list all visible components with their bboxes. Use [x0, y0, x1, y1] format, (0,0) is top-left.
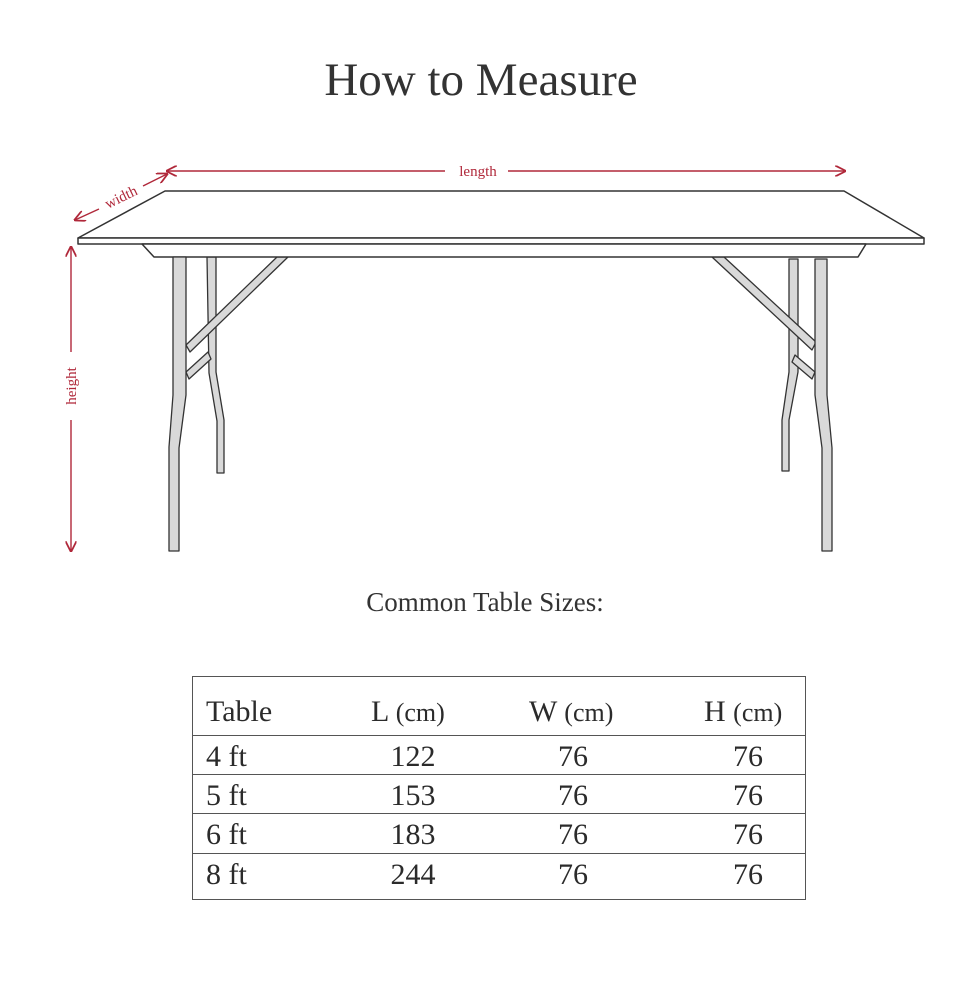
table-cell: 244	[390, 858, 436, 891]
table-cell: 76	[558, 740, 588, 773]
table-top	[78, 191, 924, 257]
table-cell: 183	[390, 818, 436, 851]
sizes-heading: Common Table Sizes:	[366, 587, 604, 617]
table-cell: 76	[733, 779, 763, 812]
table-cell: 122	[390, 740, 436, 773]
table-header-row	[193, 689, 805, 735]
header-cell	[206, 689, 272, 735]
height-label: height	[64, 367, 80, 405]
table-row	[193, 774, 805, 816]
table-cell: 76	[558, 818, 588, 851]
length-label: length	[459, 164, 497, 180]
front-left-leg	[169, 257, 186, 551]
table-cell: 76	[733, 858, 763, 891]
left-lower-brace	[186, 352, 211, 379]
page-title: How to Measure	[324, 54, 638, 106]
right-diagonal-brace	[712, 257, 816, 350]
header-name: H	[704, 695, 726, 728]
header-cell	[371, 689, 445, 736]
table-cell: 153	[390, 779, 436, 812]
table-cell: 76	[558, 779, 588, 812]
header-name: Table	[206, 695, 273, 728]
header-cell	[529, 689, 613, 736]
table-cell: 5 ft	[206, 779, 247, 812]
front-right-leg	[815, 259, 832, 551]
table-measurement-diagram	[0, 150, 962, 570]
header-unit: (cm)	[564, 698, 614, 727]
table-cell: 8 ft	[206, 858, 247, 891]
table-cell: 76	[733, 818, 763, 851]
leg-braces	[186, 257, 816, 379]
table-cell: 4 ft	[206, 740, 247, 773]
header-cell	[704, 689, 782, 736]
table-sizes-grid	[192, 676, 806, 900]
header-name: L	[371, 695, 389, 728]
table-cell: 6 ft	[206, 818, 247, 851]
back-legs	[207, 257, 798, 473]
back-left-leg	[207, 257, 224, 473]
left-diagonal-brace	[186, 257, 288, 352]
width-arrow-lower	[75, 209, 99, 220]
table-top-surface	[78, 191, 924, 238]
table-row	[193, 735, 805, 777]
header-unit: (cm)	[733, 698, 783, 727]
front-legs	[169, 257, 832, 551]
table-row	[193, 853, 805, 895]
table-row	[193, 813, 805, 855]
table-cell: 76	[733, 740, 763, 773]
header-name: W	[529, 695, 557, 728]
header-unit: (cm)	[395, 698, 445, 727]
width-arrow-upper	[143, 174, 167, 186]
width-label: width	[102, 183, 141, 213]
table-cell: 76	[558, 858, 588, 891]
table-top-edge	[78, 238, 924, 244]
table-apron	[142, 244, 866, 257]
